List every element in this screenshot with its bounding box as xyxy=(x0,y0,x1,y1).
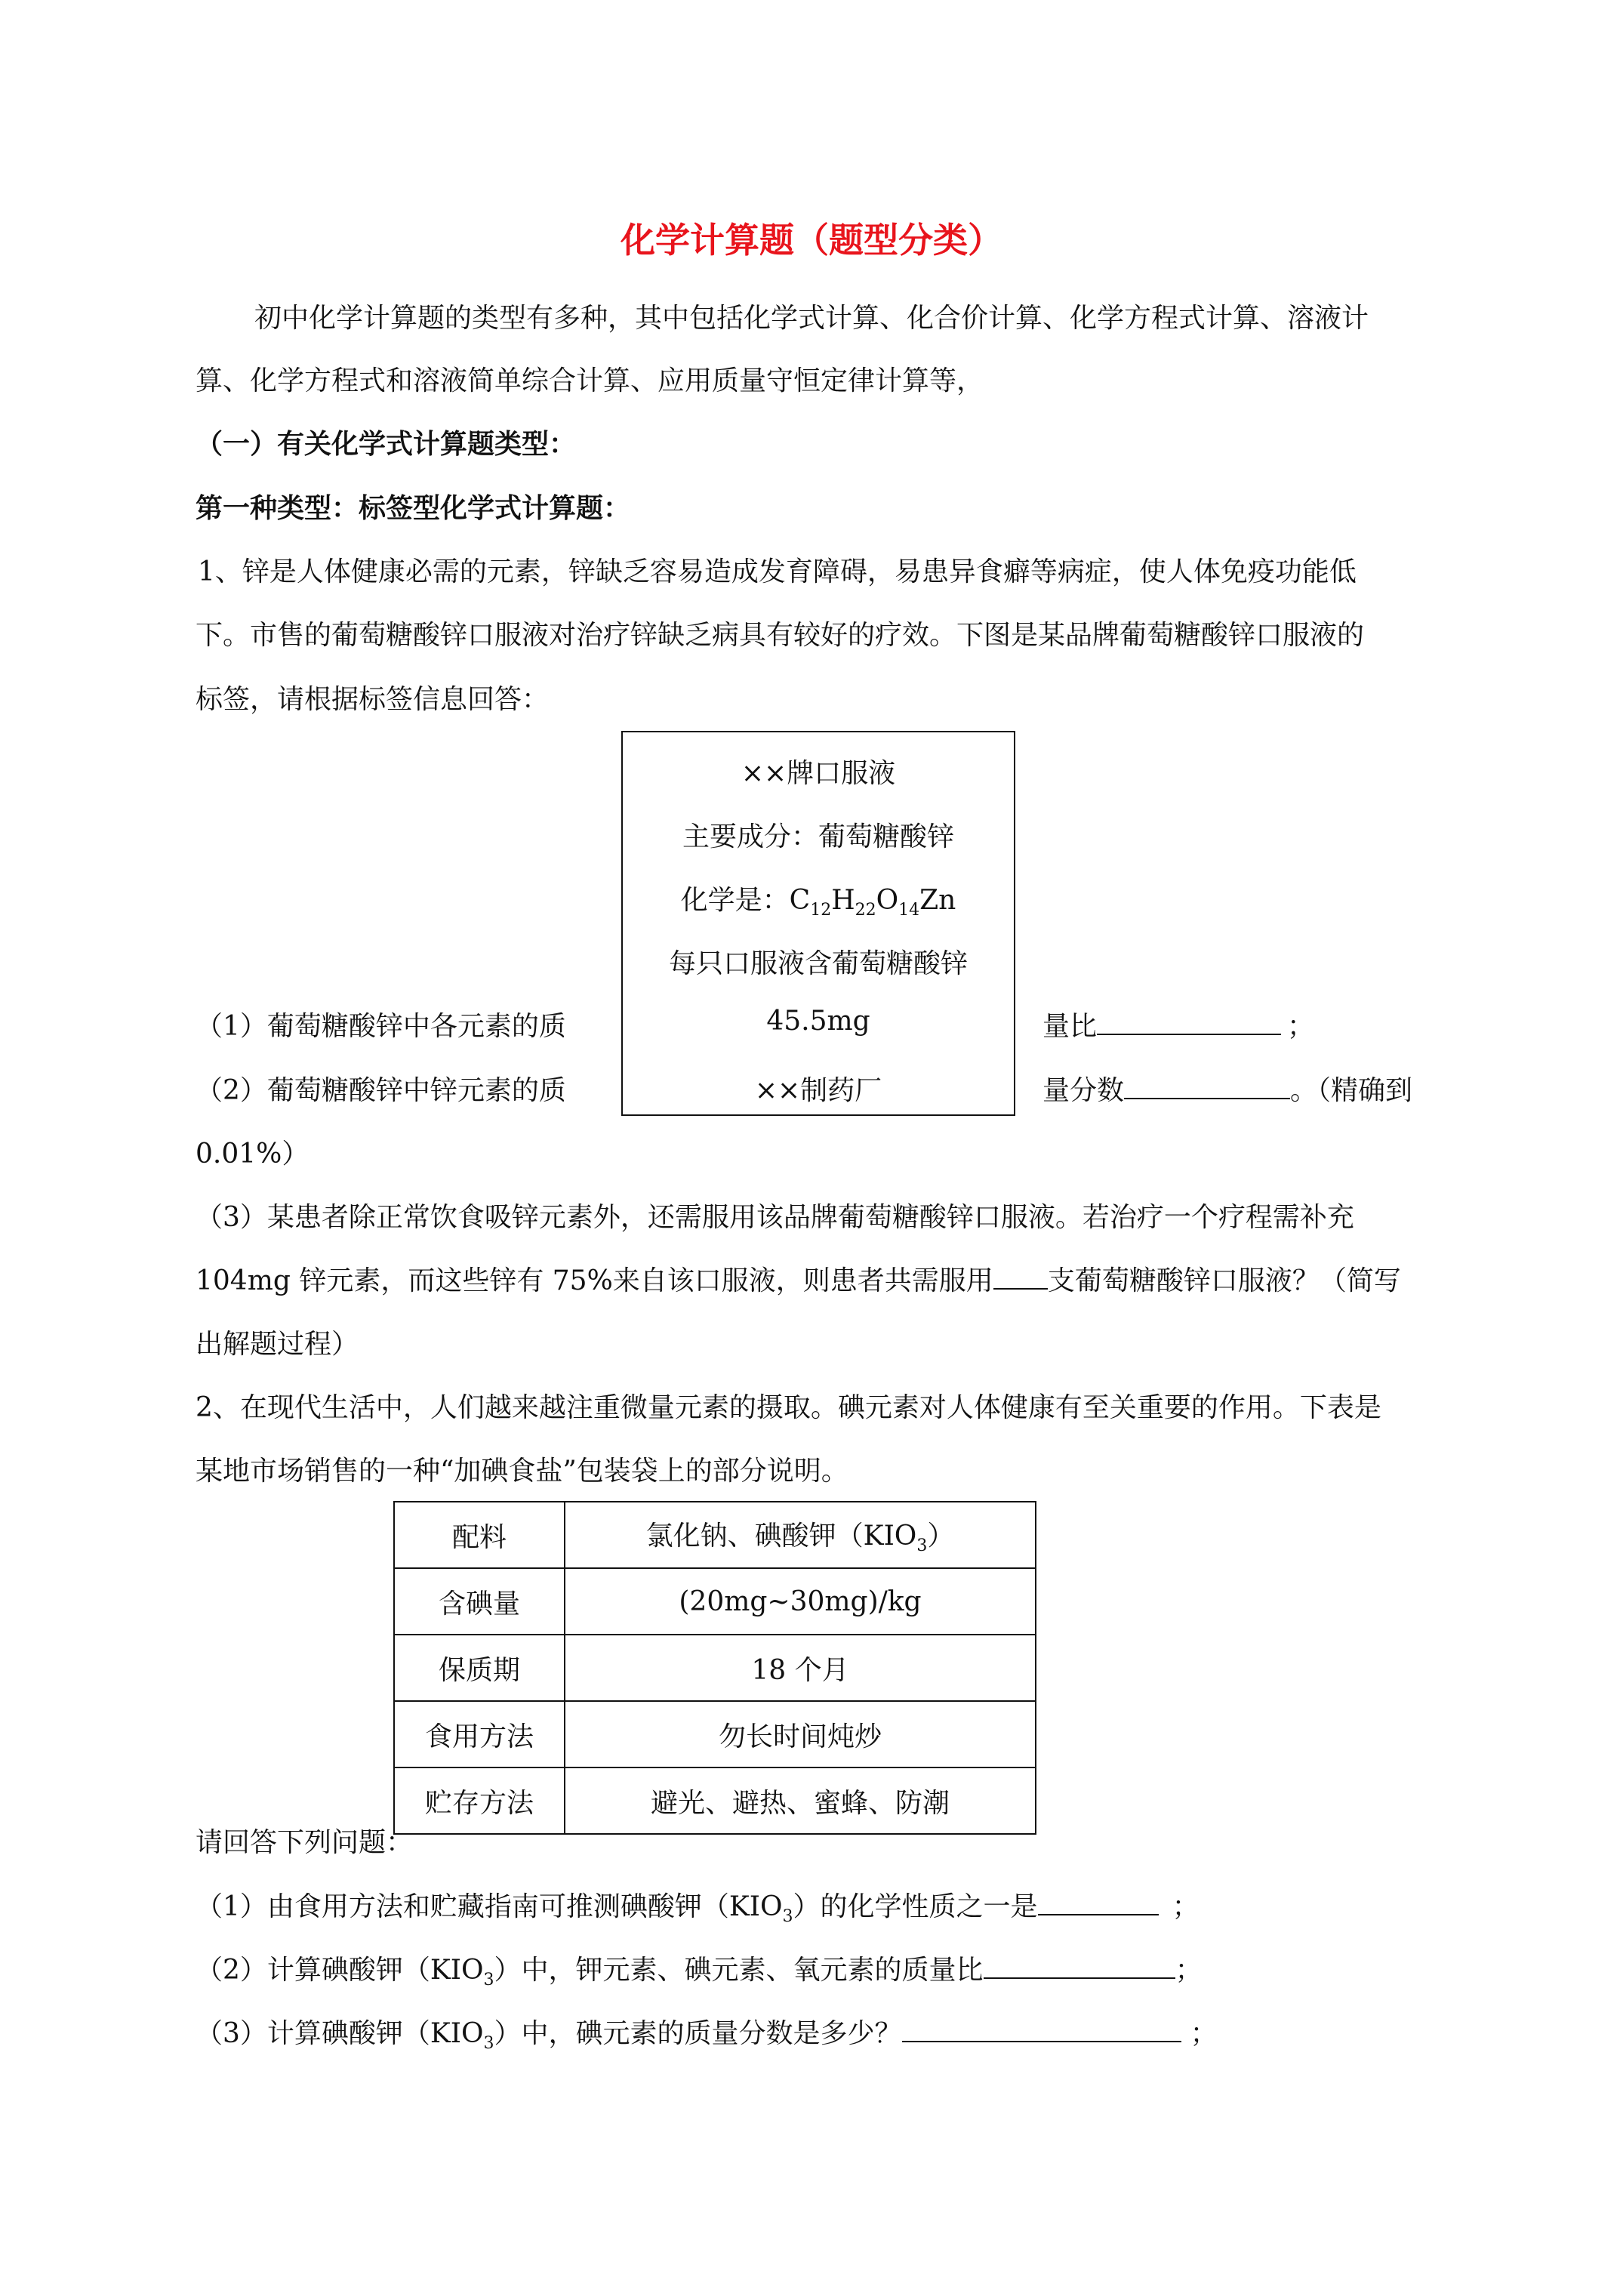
table-row xyxy=(394,1767,1036,1834)
type-heading: 第一种类型：标签型化学式计算题： xyxy=(196,492,631,524)
q2-prompt: 请回答下列问题： xyxy=(196,1827,414,1858)
q1-line-1: 1、锌是人体健康必需的元素，锌缺乏容易造成发育障碍，易患异食癖等病症，使人体免疫功能低 xyxy=(198,556,1357,587)
answer-blank[interactable] xyxy=(993,1262,1048,1290)
q1-sub3-line-3: 出解题过程） xyxy=(196,1329,359,1360)
section-heading: （一）有关化学式计算题类型： xyxy=(196,428,577,460)
label-manufacturer: ××制药厂 xyxy=(754,1075,882,1106)
intro-line-2: 算、化学方程式和溶液简单综合计算、应用质量守恒定律计算等， xyxy=(196,365,984,396)
q1-sub2-right: 量分数 。（精确到 xyxy=(1042,1069,1412,1108)
table-key: 贮存方法 xyxy=(394,1767,565,1834)
answer-blank[interactable] xyxy=(984,1952,1175,1979)
label-content: 每只口服液含葡萄糖酸锌 xyxy=(668,948,968,979)
answer-blank[interactable] xyxy=(1038,1888,1159,1915)
label-ingredient: 主要成分：葡萄糖酸锌 xyxy=(682,821,954,852)
table-value: 勿长时间炖炒 xyxy=(565,1701,1036,1767)
label-amount: 45.5mg xyxy=(766,1006,870,1037)
page-title: 化学计算题（题型分类） xyxy=(621,220,1002,260)
table-key: 配料 xyxy=(394,1502,565,1568)
table-row xyxy=(394,1502,1036,1568)
label-formula: 化学是：$C_{12}H_{22}O_{14}Zn$ xyxy=(680,885,956,920)
table-value: 避光、避热、蜜蜂、防潮 xyxy=(565,1767,1036,1834)
q2-line-1: 2、在现代生活中，人们越来越注重微量元素的摄取。碘元素对人体健康有至关重要的作用。下表是 xyxy=(196,1392,1381,1423)
product-label-box xyxy=(621,731,1015,1116)
q2-sub1: （1）由食用方法和贮藏指南可推测碘酸钾$(KIO_3)$的化学性质之一是 ； xyxy=(196,1885,1200,1926)
q1-sub2-left: （2）葡萄糖酸锌中锌元素的质 xyxy=(196,1075,566,1106)
q2-sub2: （2）计算碘酸钾$(KIO_3)$中，钾元素、碘元素、氧元素的质量比 ； xyxy=(196,1949,1203,1989)
table-key: 含碘量 xyxy=(394,1568,565,1635)
intro-line-1: 初中化学计算题的类型有多种，其中包括化学式计算、化合价计算、化学方程式计算、溶液计 xyxy=(254,303,1369,334)
table-value: 氯化钠、碘酸钾$(KIO_3)$ xyxy=(565,1502,1036,1568)
q2-line-2: 某地市场销售的一种“加碘食盐”包装袋上的部分说明。 xyxy=(196,1456,848,1487)
label-brand: ××牌口服液 xyxy=(741,758,896,789)
answer-blank[interactable] xyxy=(1097,1008,1281,1035)
q2-sub3: （3）计算碘酸钾$(KIO_3)$中，碘元素的质量分数是多少？ ； xyxy=(196,2012,1218,2053)
salt-info-table xyxy=(393,1501,1036,1835)
q1-sub1-left: （1）葡萄糖酸锌中各元素的质 xyxy=(196,1011,566,1042)
table-row xyxy=(394,1635,1036,1701)
q1-sub2-continued: 0.01%） xyxy=(196,1139,310,1170)
q1-line-3: 标签，请根据标签信息回答： xyxy=(196,684,550,715)
table-value: (20mg~30mg)/kg xyxy=(565,1568,1036,1635)
q1-sub3-line-1: （3）某患者除正常饮食吸锌元素外，还需服用该品牌葡萄糖酸锌口服液。若治疗一个疗程需补充 xyxy=(196,1202,1354,1233)
table-row xyxy=(394,1568,1036,1635)
table-value: 18 个月 xyxy=(565,1635,1036,1701)
q1-sub3-line-2: 104mg 锌元素，而这些锌有 75%来自该口服液，则患者共需服用 支葡萄糖酸锌口服液？（简写 xyxy=(196,1259,1401,1298)
q1-sub1-right: 量比 ； xyxy=(1042,1005,1314,1043)
answer-blank[interactable] xyxy=(1124,1072,1290,1099)
q1-line-2: 下。市售的葡萄糖酸锌口服液对治疗锌缺乏病具有较好的疗效。下图是某品牌葡萄糖酸锌口服液的 xyxy=(196,620,1365,651)
table-key: 食用方法 xyxy=(394,1701,565,1767)
table-key: 保质期 xyxy=(394,1635,565,1701)
table-row xyxy=(394,1701,1036,1767)
answer-blank[interactable] xyxy=(902,2015,1181,2042)
